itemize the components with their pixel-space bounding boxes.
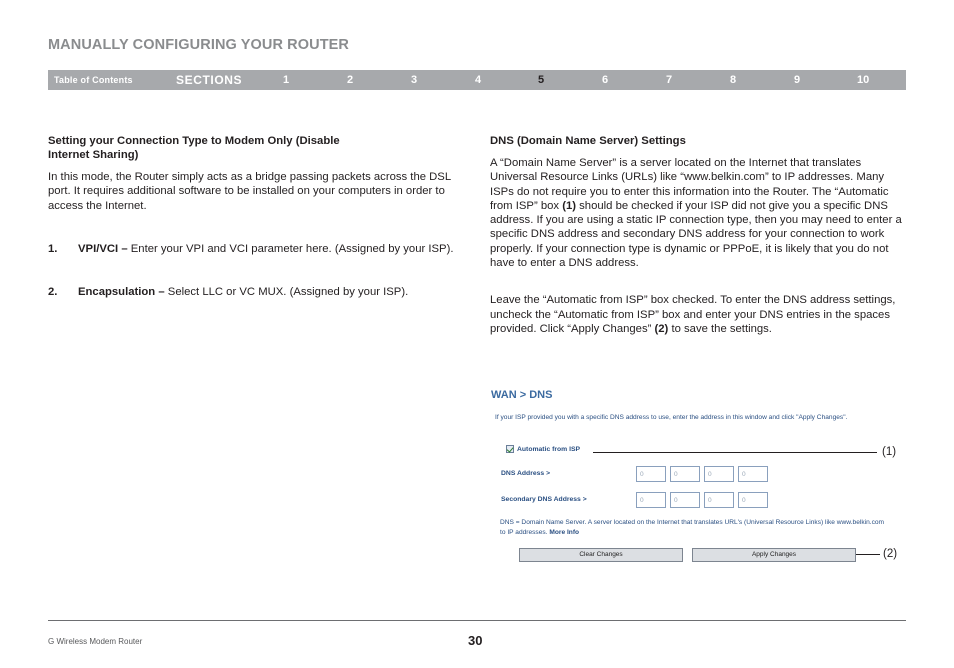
nav-section-9[interactable]: 9 (794, 74, 801, 86)
footer-product-name: G Wireless Modem Router (48, 637, 143, 646)
secondary-dns-address-label: Secondary DNS Address > (501, 496, 587, 503)
secondary-dns-octet-2[interactable]: 0 (670, 492, 700, 508)
list-item-vpi-vci: 1. VPI/VCI – Enter your VPI and VCI parameter here. (Assigned by your ISP). (48, 242, 454, 255)
list-term: Encapsulation – (78, 286, 165, 299)
callout-line-1 (593, 452, 877, 453)
dns-octet-1[interactable]: 0 (636, 466, 666, 482)
dns-octet-2[interactable]: 0 (670, 466, 700, 482)
secondary-dns-octet-1[interactable]: 0 (636, 492, 666, 508)
dns-octet-3[interactable]: 0 (704, 466, 734, 482)
list-term: VPI/VCI – (78, 242, 128, 255)
more-info-link[interactable]: More Info (549, 529, 580, 536)
callout-label-1: (1) (882, 446, 897, 458)
dns-paragraph-2: Leave the “Automatic from ISP” box checked. To enter the DNS address settings, uncheck the “Automatic from ISP” box and enter your DNS entries in the spaces provided. Click “Apply Changes” (2) to save the settings. (490, 294, 896, 335)
nav-section-2[interactable]: 2 (347, 74, 354, 86)
callout-label-2: (2) (883, 548, 898, 560)
section-navbar (48, 70, 906, 90)
footer-divider (48, 620, 906, 621)
nav-section-4[interactable]: 4 (475, 74, 482, 86)
list-text: Enter your VPI and VCI parameter here. (Assigned by your ISP). (127, 242, 454, 255)
automatic-from-isp-label: Automatic from ISP (517, 446, 581, 453)
modem-only-heading: Setting your Connection Type to Modem Only (Disable Internet Sharing) (48, 135, 340, 161)
list-text: Select LLC or VC MUX. (Assigned by your ISP). (164, 286, 409, 299)
page-number: 30 (468, 633, 483, 648)
nav-section-6[interactable]: 6 (602, 74, 609, 86)
list-item-encapsulation: 2. Encapsulation – Select LLC or VC MUX. (Assigned by your ISP). (48, 286, 409, 299)
left-column (48, 134, 464, 299)
nav-section-7[interactable]: 7 (666, 74, 673, 86)
apply-changes-button[interactable]: Apply Changes (692, 548, 856, 562)
page-header-title: MANUALLY CONFIGURING YOUR ROUTER (48, 37, 350, 53)
dns-octet-4[interactable]: 0 (738, 466, 768, 482)
automatic-from-isp-checkbox[interactable] (506, 445, 514, 453)
nav-section-3[interactable]: 3 (411, 74, 418, 86)
dns-paragraph-1: A “Domain Name Server” is a server located on the Internet that translates Universal Resource Links (URLs) like “www.belkin.com” to IP addresses. Many ISPs do not require you to enter this information into the Router. The “Automatic from ISP” box (1) should be checked if your ISP did not give you a specific DNS address. If you are using a static IP connection type, then you may need to enter a specific DNS address and secondary DNS address for your connection to work properly. If your connection type is dynamic or PPPoE, it is likely that you do not have to enter a DNS address. (490, 157, 902, 270)
secondary-dns-octet-4[interactable]: 0 (738, 492, 768, 508)
right-column (490, 134, 906, 336)
nav-section-10[interactable]: 10 (857, 74, 870, 86)
dns-address-label: DNS Address > (501, 470, 551, 477)
callout-line-2 (856, 554, 880, 555)
table-of-contents-link[interactable]: Table of Contents (54, 75, 133, 85)
modem-only-intro: In this mode, the Router simply acts as a bridge passing packets across the DSL port. It requires additional software to be installed on your computers in order to access the Internet. (48, 171, 451, 212)
sections-label: SECTIONS (176, 73, 243, 87)
dns-definition-note: DNS = Domain Name Server. A server located on the Internet that translates URL's (Universal Resource Links) like www.belkin.com to IP addresses. More Info (500, 519, 885, 536)
wan-dns-screenshot (490, 386, 906, 576)
screenshot-title: WAN > DNS (491, 389, 553, 401)
nav-section-8[interactable]: 8 (730, 74, 737, 86)
nav-section-5-active[interactable]: 5 (538, 74, 545, 86)
clear-changes-button[interactable]: Clear Changes (519, 548, 683, 562)
nav-section-1[interactable]: 1 (283, 74, 290, 86)
screenshot-intro: If your ISP provided you with a specific DNS address to use, enter the address in this window and click "Apply Changes". (495, 414, 848, 421)
secondary-dns-octet-3[interactable]: 0 (704, 492, 734, 508)
dns-heading: DNS (Domain Name Server) Settings (490, 135, 686, 147)
